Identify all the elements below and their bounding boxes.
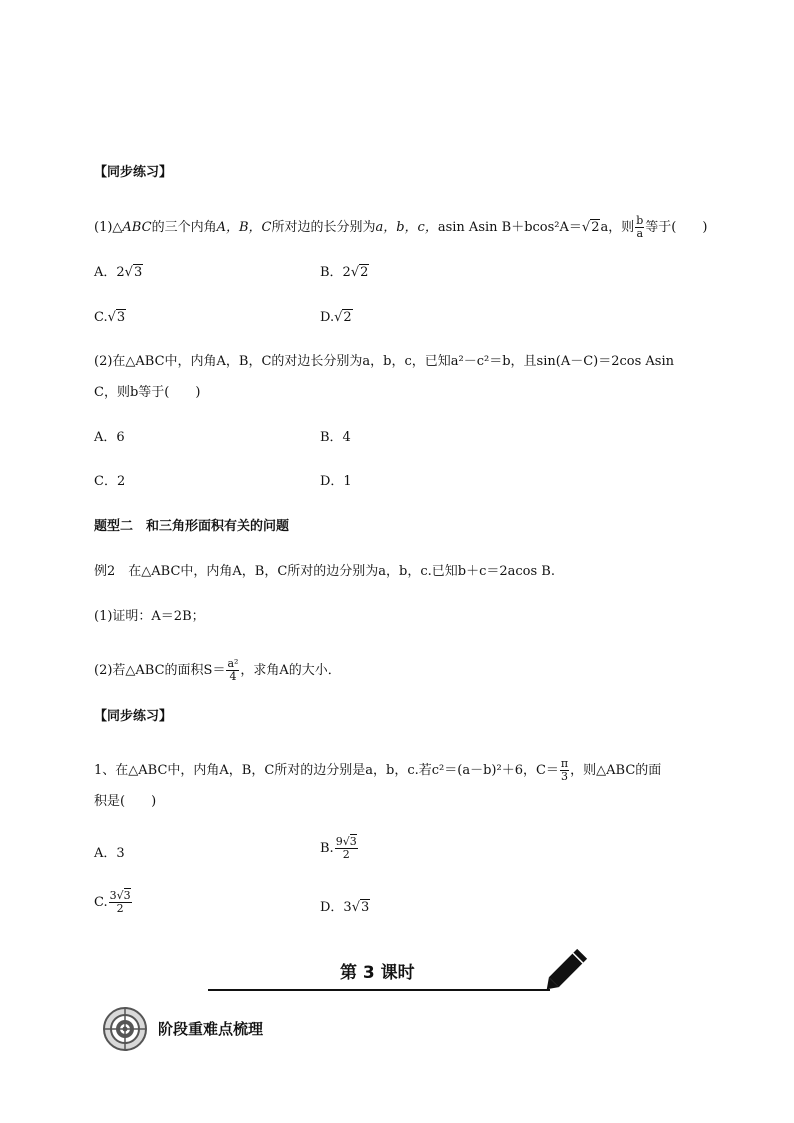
q1-option-d[interactable]: D.√2 [320,310,352,325]
heading-underline [208,989,550,991]
practice-header: 【同步练习】 [94,165,173,180]
p1-option-b[interactable]: B. $\frac{9√3}{2}$ [320,835,357,861]
p1-option-a[interactable]: A．3 [94,846,125,861]
q1-expr1: asin Asin B＋bcos²A＝ [437,220,582,235]
practice-1-line1: 1、在△ABC中，内角A，B，C所对的边分别是a，b，c.若c²＝(a－b)²＋6，C＝ $\frac{\pi}{3}$ ，则△ABC的面 [94,757,662,783]
example-2-part1: (1)证明：A＝2B； [94,609,205,624]
p1-option-c[interactable]: C. $\frac{3√3}{2}$ [94,889,131,915]
q2-option-c[interactable]: C．2 [94,474,126,489]
question-2-line2: C，则b等于( ) [94,385,201,400]
q1-fraction: $\frac{b}{a}$ [636,214,644,240]
example-2-part2: (2)若△ABC的面积S＝ $\frac{\text{a²}}{4}$ ，求角A的大小． [94,657,341,683]
q1-text2: 所对边的长分别为 [271,220,376,235]
q1-letters: A，B，C [216,220,272,235]
area-fraction: $\frac{\text{a²}}{4}$ [227,657,239,683]
q1-prefix: (1)△ [94,220,123,235]
question-1 [94,215,707,240]
q1-abc: ABC [122,220,152,235]
practice-header-2: 【同步练习】 [94,709,173,724]
q1-expr2: a，则 [600,220,635,235]
q1-option-b[interactable]: B．2√2 [320,265,369,280]
question-2-line1: (2)在△ABC中，内角A，B，C的对边长分别为a，b，c，已知a²－c²＝b，且sin(A－C)＝2cos Asin [94,354,675,369]
section-title: 阶段重难点梳理 [158,1020,264,1038]
pi-fraction: $\frac{\pi}{3}$ [560,757,569,783]
q2-option-a[interactable]: A．6 [94,430,125,445]
pencil-icon [542,942,594,994]
p1-option-d[interactable]: D．3√3 [320,900,370,915]
q1-text1: 的三个内角 [151,220,217,235]
example-2: 例2 在△ABC中，内角A，B，C所对的边分别为a，b，c.已知b＋c＝2acos B. [94,564,555,579]
q1-option-a[interactable]: A．2√3 [94,265,143,280]
q2-option-b[interactable]: B．4 [320,430,351,445]
q1-option-c[interactable]: C.√3 [94,310,126,325]
lesson-title: 第 3 课时 [340,963,415,983]
q2-option-d[interactable]: D．1 [320,474,352,489]
practice-1-line2: 积是( ) [94,794,157,809]
q1-sides: a，b，c， [375,220,438,235]
type2-heading: 题型二 和三角形面积有关的问题 [94,519,290,534]
q1-sqrt: √2 [581,220,600,235]
target-icon [102,1006,148,1052]
q1-text3: 等于( ) [645,220,708,235]
